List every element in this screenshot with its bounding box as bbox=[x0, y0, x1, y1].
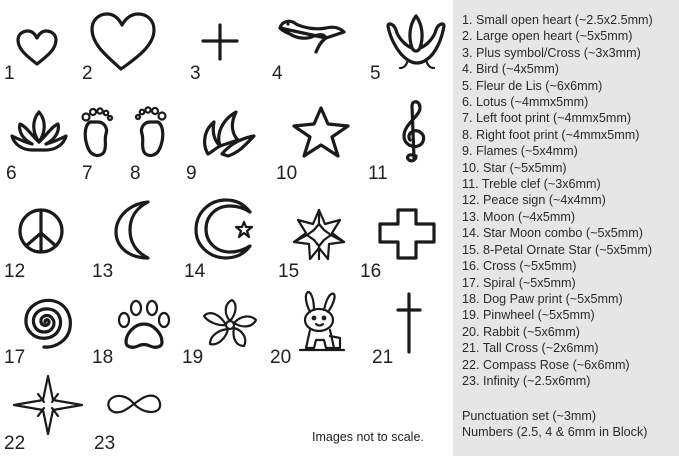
symbol-number: 1 bbox=[4, 63, 15, 84]
symbol-number: 23 bbox=[94, 433, 116, 454]
rabbit-icon bbox=[294, 290, 350, 356]
list-item: 22. Compass Rose (~6x6mm) bbox=[462, 357, 630, 372]
plus-cross-icon bbox=[200, 22, 240, 62]
list-item: 14. Star Moon combo (~5x5mm) bbox=[462, 226, 643, 241]
list-item: 23. Infinity (~2.5x6mm) bbox=[462, 373, 591, 388]
right-foot-icon bbox=[132, 104, 170, 160]
list-item: 9. Flames (~5x4mm) bbox=[462, 144, 578, 159]
numbers-note: Numbers (2.5, 4 & 6mm in Block) bbox=[462, 425, 648, 440]
list-item: 18. Dog Paw print (~5x5mm) bbox=[462, 291, 623, 306]
symbol-number: 9 bbox=[186, 163, 197, 184]
bird-icon bbox=[276, 14, 348, 54]
list-item: 10. Star (~5x5mm) bbox=[462, 160, 567, 175]
infinity-icon bbox=[104, 392, 164, 416]
treble-clef-icon bbox=[398, 98, 430, 164]
symbol-number: 21 bbox=[372, 347, 394, 368]
list-item: 6. Lotus (~4mmx5mm) bbox=[462, 95, 589, 110]
small-heart-icon bbox=[14, 28, 60, 68]
symbol-number: 22 bbox=[4, 433, 26, 454]
list-item: 15. 8-Petal Ornate Star (~5x5mm) bbox=[462, 242, 653, 257]
symbol-number: 3 bbox=[190, 63, 201, 84]
spiral-icon bbox=[14, 292, 76, 352]
left-foot-icon bbox=[78, 106, 116, 160]
list-item: 19. Pinwheel (~5x5mm) bbox=[462, 308, 595, 323]
list-item: 5. Fleur de Lis (~6x6mm) bbox=[462, 78, 603, 93]
symbol-number: 12 bbox=[4, 261, 26, 282]
moon-icon bbox=[108, 198, 162, 262]
symbol-list bbox=[462, 12, 679, 389]
lotus-icon bbox=[8, 108, 70, 154]
peace-sign-icon bbox=[16, 206, 66, 256]
pinwheel-icon bbox=[200, 296, 260, 354]
symbol-number: 10 bbox=[276, 163, 298, 184]
symbol-number: 4 bbox=[272, 63, 283, 84]
symbol-number: 5 bbox=[370, 63, 381, 84]
symbol-number: 2 bbox=[82, 63, 93, 84]
symbol-number: 15 bbox=[278, 261, 300, 282]
list-item: 20. Rabbit (~5x6mm) bbox=[462, 324, 580, 339]
list-item: 4. Bird (~4x5mm) bbox=[462, 62, 559, 77]
list-item: 8. Right foot print (~4mmx5mm) bbox=[462, 127, 640, 142]
symbol-list-panel bbox=[453, 0, 679, 456]
list-item: 11. Treble clef (~3x6mm) bbox=[462, 177, 601, 192]
symbol-number: 14 bbox=[184, 261, 206, 282]
star-moon-icon bbox=[192, 196, 262, 262]
symbol-number: 13 bbox=[92, 261, 114, 282]
cross-icon bbox=[376, 206, 438, 262]
symbol-number: 19 bbox=[182, 347, 204, 368]
fleur-de-lis-icon bbox=[384, 8, 448, 72]
list-item: 13. Moon (~4x5mm) bbox=[462, 209, 576, 224]
symbol-number: 8 bbox=[130, 163, 141, 184]
compass-rose-icon bbox=[10, 374, 86, 436]
dog-paw-icon bbox=[114, 298, 174, 352]
list-item: 1. Small open heart (~2.5x2.5mm) bbox=[462, 13, 653, 27]
tall-cross-icon bbox=[394, 290, 424, 356]
list-item: 2. Large open heart (~5x5mm) bbox=[462, 29, 633, 44]
list-item: 21. Tall Cross (~2x6mm) bbox=[462, 341, 599, 356]
symbol-number: 6 bbox=[6, 163, 17, 184]
symbol-number: 17 bbox=[4, 347, 26, 368]
ornate-star-icon bbox=[290, 206, 348, 264]
list-item: 3. Plus symbol/Cross (~3x3mm) bbox=[462, 45, 641, 60]
list-item: 12. Peace sign (~4x4mm) bbox=[462, 193, 606, 208]
symbol-number: 18 bbox=[92, 347, 114, 368]
large-heart-icon bbox=[88, 11, 158, 73]
symbol-number: 7 bbox=[82, 163, 93, 184]
symbol-number: 16 bbox=[360, 261, 382, 282]
symbol-number: 11 bbox=[368, 163, 388, 184]
list-item: 7. Left foot print (~4mmx5mm) bbox=[462, 111, 632, 126]
list-item: 17. Spiral (~5x5mm) bbox=[462, 275, 576, 290]
scale-note: Images not to scale. bbox=[312, 430, 424, 444]
punctuation-note: Punctuation set (~3mm) bbox=[462, 409, 597, 423]
list-item: 16. Cross (~5x5mm) bbox=[462, 259, 577, 274]
symbol-number: 20 bbox=[270, 347, 292, 368]
star-icon bbox=[290, 104, 352, 160]
footnotes bbox=[462, 408, 647, 441]
flames-icon bbox=[200, 108, 258, 158]
